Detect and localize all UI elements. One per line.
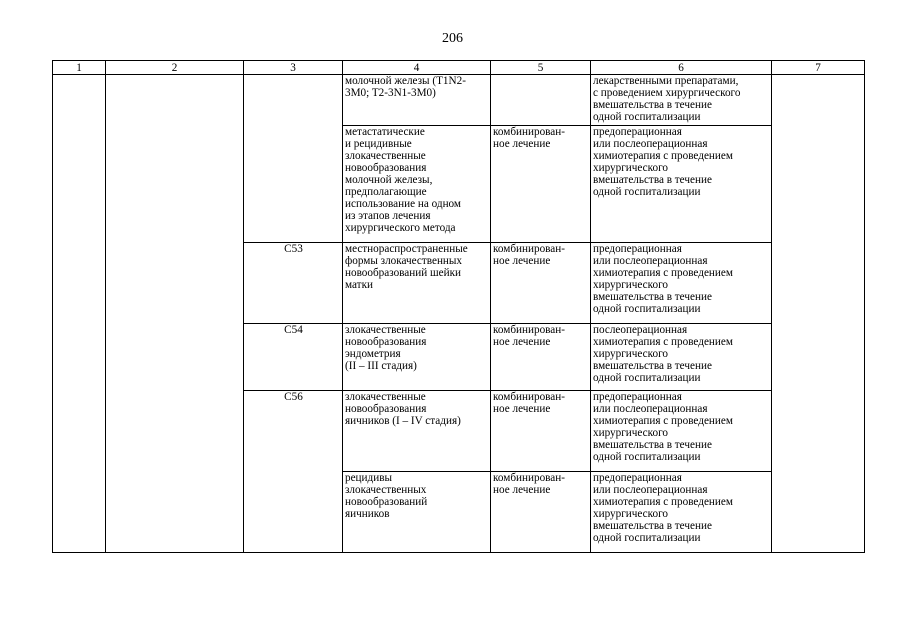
diagnosis-cell: злокачественные новообразования яичников (I – IV стадия) [343,391,491,472]
table-row [53,75,865,126]
treatment-type-cell: комбинирован- ное лечение [491,391,591,472]
diagnosis-cell: рецидивы злокачественных новообразований яичников [343,472,491,553]
treatment-type-cell [491,75,591,126]
treatment-type-cell: комбинирован- ное лечение [491,243,591,324]
treatment-method-cell: лекарственными препаратами, с проведением хирургического вмешательства в течение одной госпитализации [591,75,772,126]
medical-care-table [52,60,865,553]
icd-code-cell: C54 [244,324,343,391]
diagnosis-cell: метастатические и рецидивные злокачественные новообразования молочной железы, предполагающие использование на одном из этапов лечения хирургического метода [343,126,491,243]
column-number-row [53,61,865,75]
treatment-type-cell: комбинирован- ное лечение [491,324,591,391]
column-header: 3 [244,61,343,75]
col1-cell [53,75,106,553]
diagnosis-cell: молочной железы (T1N2- 3M0; T2-3N1-3M0) [343,75,491,126]
column-header: 4 [343,61,491,75]
col2-cell [106,75,244,553]
icd-code-cell: C56 [244,391,343,553]
treatment-method-cell: предоперационная или послеоперационная химиотерапия с проведением хирургического вмешательства в течение одной госпитализации [591,243,772,324]
treatment-type-cell: комбинирован- ное лечение [491,472,591,553]
treatment-method-cell: предоперационная или послеоперационная химиотерапия с проведением хирургического вмешательства в течение одной госпитализации [591,126,772,243]
column-header: 6 [591,61,772,75]
icd-code-cell: C53 [244,243,343,324]
treatment-type-cell: комбинирован- ное лечение [491,126,591,243]
treatment-method-cell: предоперационная или послеоперационная химиотерапия с проведением хирургического вмешательства в течение одной госпитализации [591,472,772,553]
treatment-method-cell: предоперационная или послеоперационная химиотерапия с проведением хирургического вмешательства в течение одной госпитализации [591,391,772,472]
treatment-method-cell: послеоперационная химиотерапия с проведением хирургического вмешательства в течение одной госпитализации [591,324,772,391]
column-header: 5 [491,61,591,75]
column-header: 7 [772,61,865,75]
page-number: 206 [442,31,463,46]
col7-cell [772,75,865,553]
diagnosis-cell: местнораспространенные формы злокачественных новообразований шейки матки [343,243,491,324]
icd-code-cell [244,75,343,243]
column-header: 1 [53,61,106,75]
diagnosis-cell: злокачественные новообразования эндометрия (II – III стадия) [343,324,491,391]
column-header: 2 [106,61,244,75]
